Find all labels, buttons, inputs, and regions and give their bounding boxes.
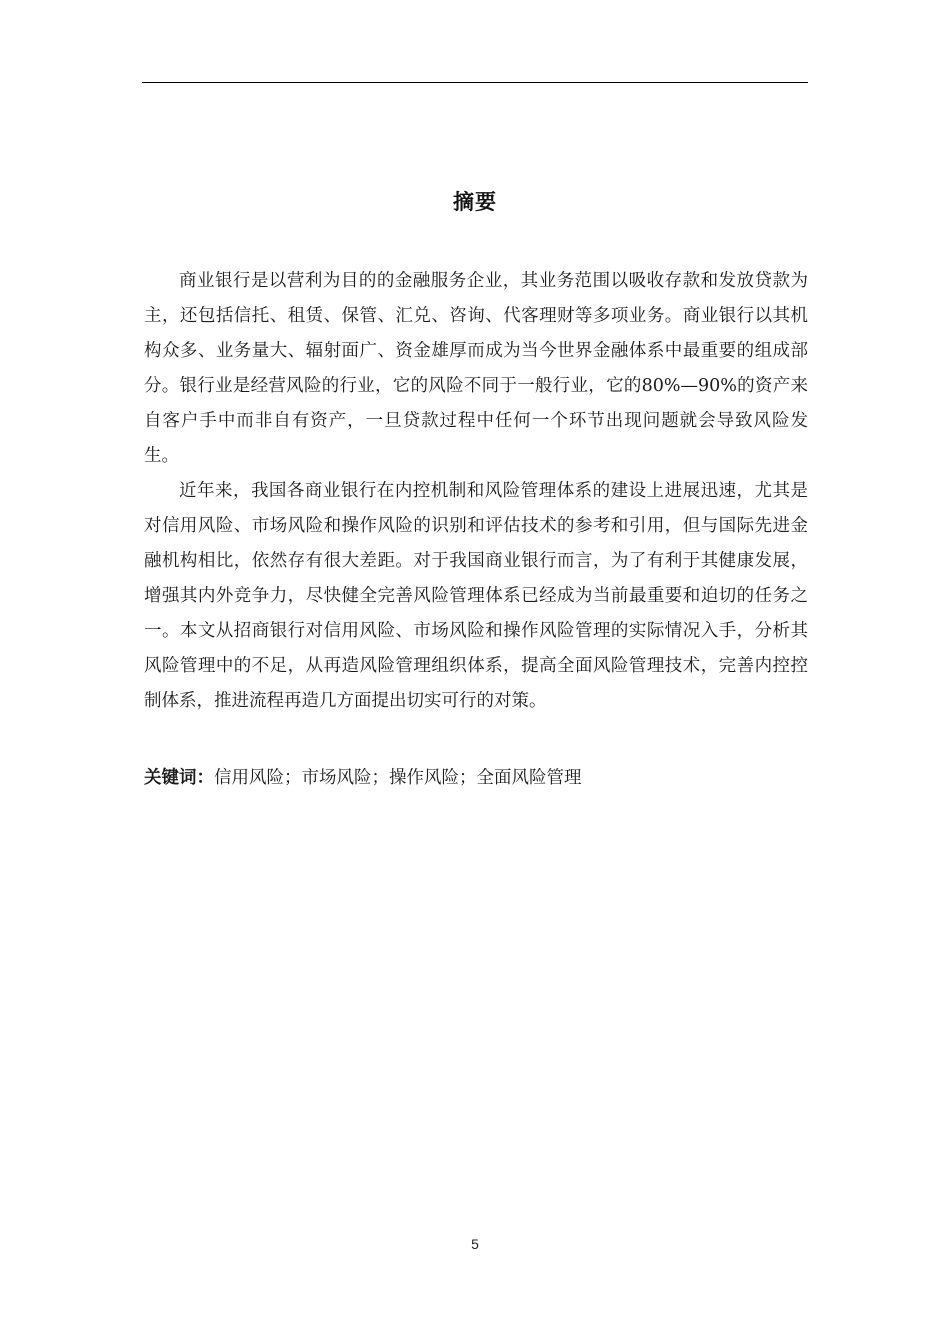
abstract-body bbox=[144, 264, 808, 719]
page-number: 5 bbox=[471, 1236, 479, 1252]
keywords-line bbox=[144, 763, 808, 793]
keywords-value: 信用风险；市场风险；操作风险；全面风险管理 bbox=[214, 768, 582, 788]
keywords-label: 关键词： bbox=[144, 768, 214, 788]
abstract-paragraph-2: 近年来，我国各商业银行在内控机制和风险管理体系的建设上进展迅速，尤其是对信用风险、市场风险和操作风险的识别和评估技术的参考和引用，但与国际先进金融机构相比，依然存有很大差距。对于我国商业银行而言，为了有利于其健康发展，增强其内外竞争力，尽快健全完善风险管理体系已经成为当前最重要和迫切的任务之一。本文从招商银行对信用风险、市场风险和操作风险管理的实际情况入手，分析其风险管理中的不足，从再造风险管理组织体系，提高全面风险管理技术，完善内控控制体系，推进流程再造几方面提出切实可行的对策。 bbox=[144, 481, 808, 711]
abstract-paragraph-1: 商业银行是以营利为目的的金融服务企业，其业务范围以吸收存款和发放贷款为主，还包括信托、租赁、保管、汇兑、咨询、代客理财等多项业务。商业银行以其机构众多、业务量大、辐射面广、资金雄厚而成为当今世界金融体系中最重要的组成部分。银行业是经营风险的行业，它的风险不同于一般行业，它的80%—90%的资产来自客户手中而非自有资产，一旦贷款过程中任何一个环节出现问题就会导致风险发生。 bbox=[144, 271, 808, 466]
page-title: 摘要 bbox=[453, 190, 497, 214]
header-rule bbox=[142, 82, 808, 83]
